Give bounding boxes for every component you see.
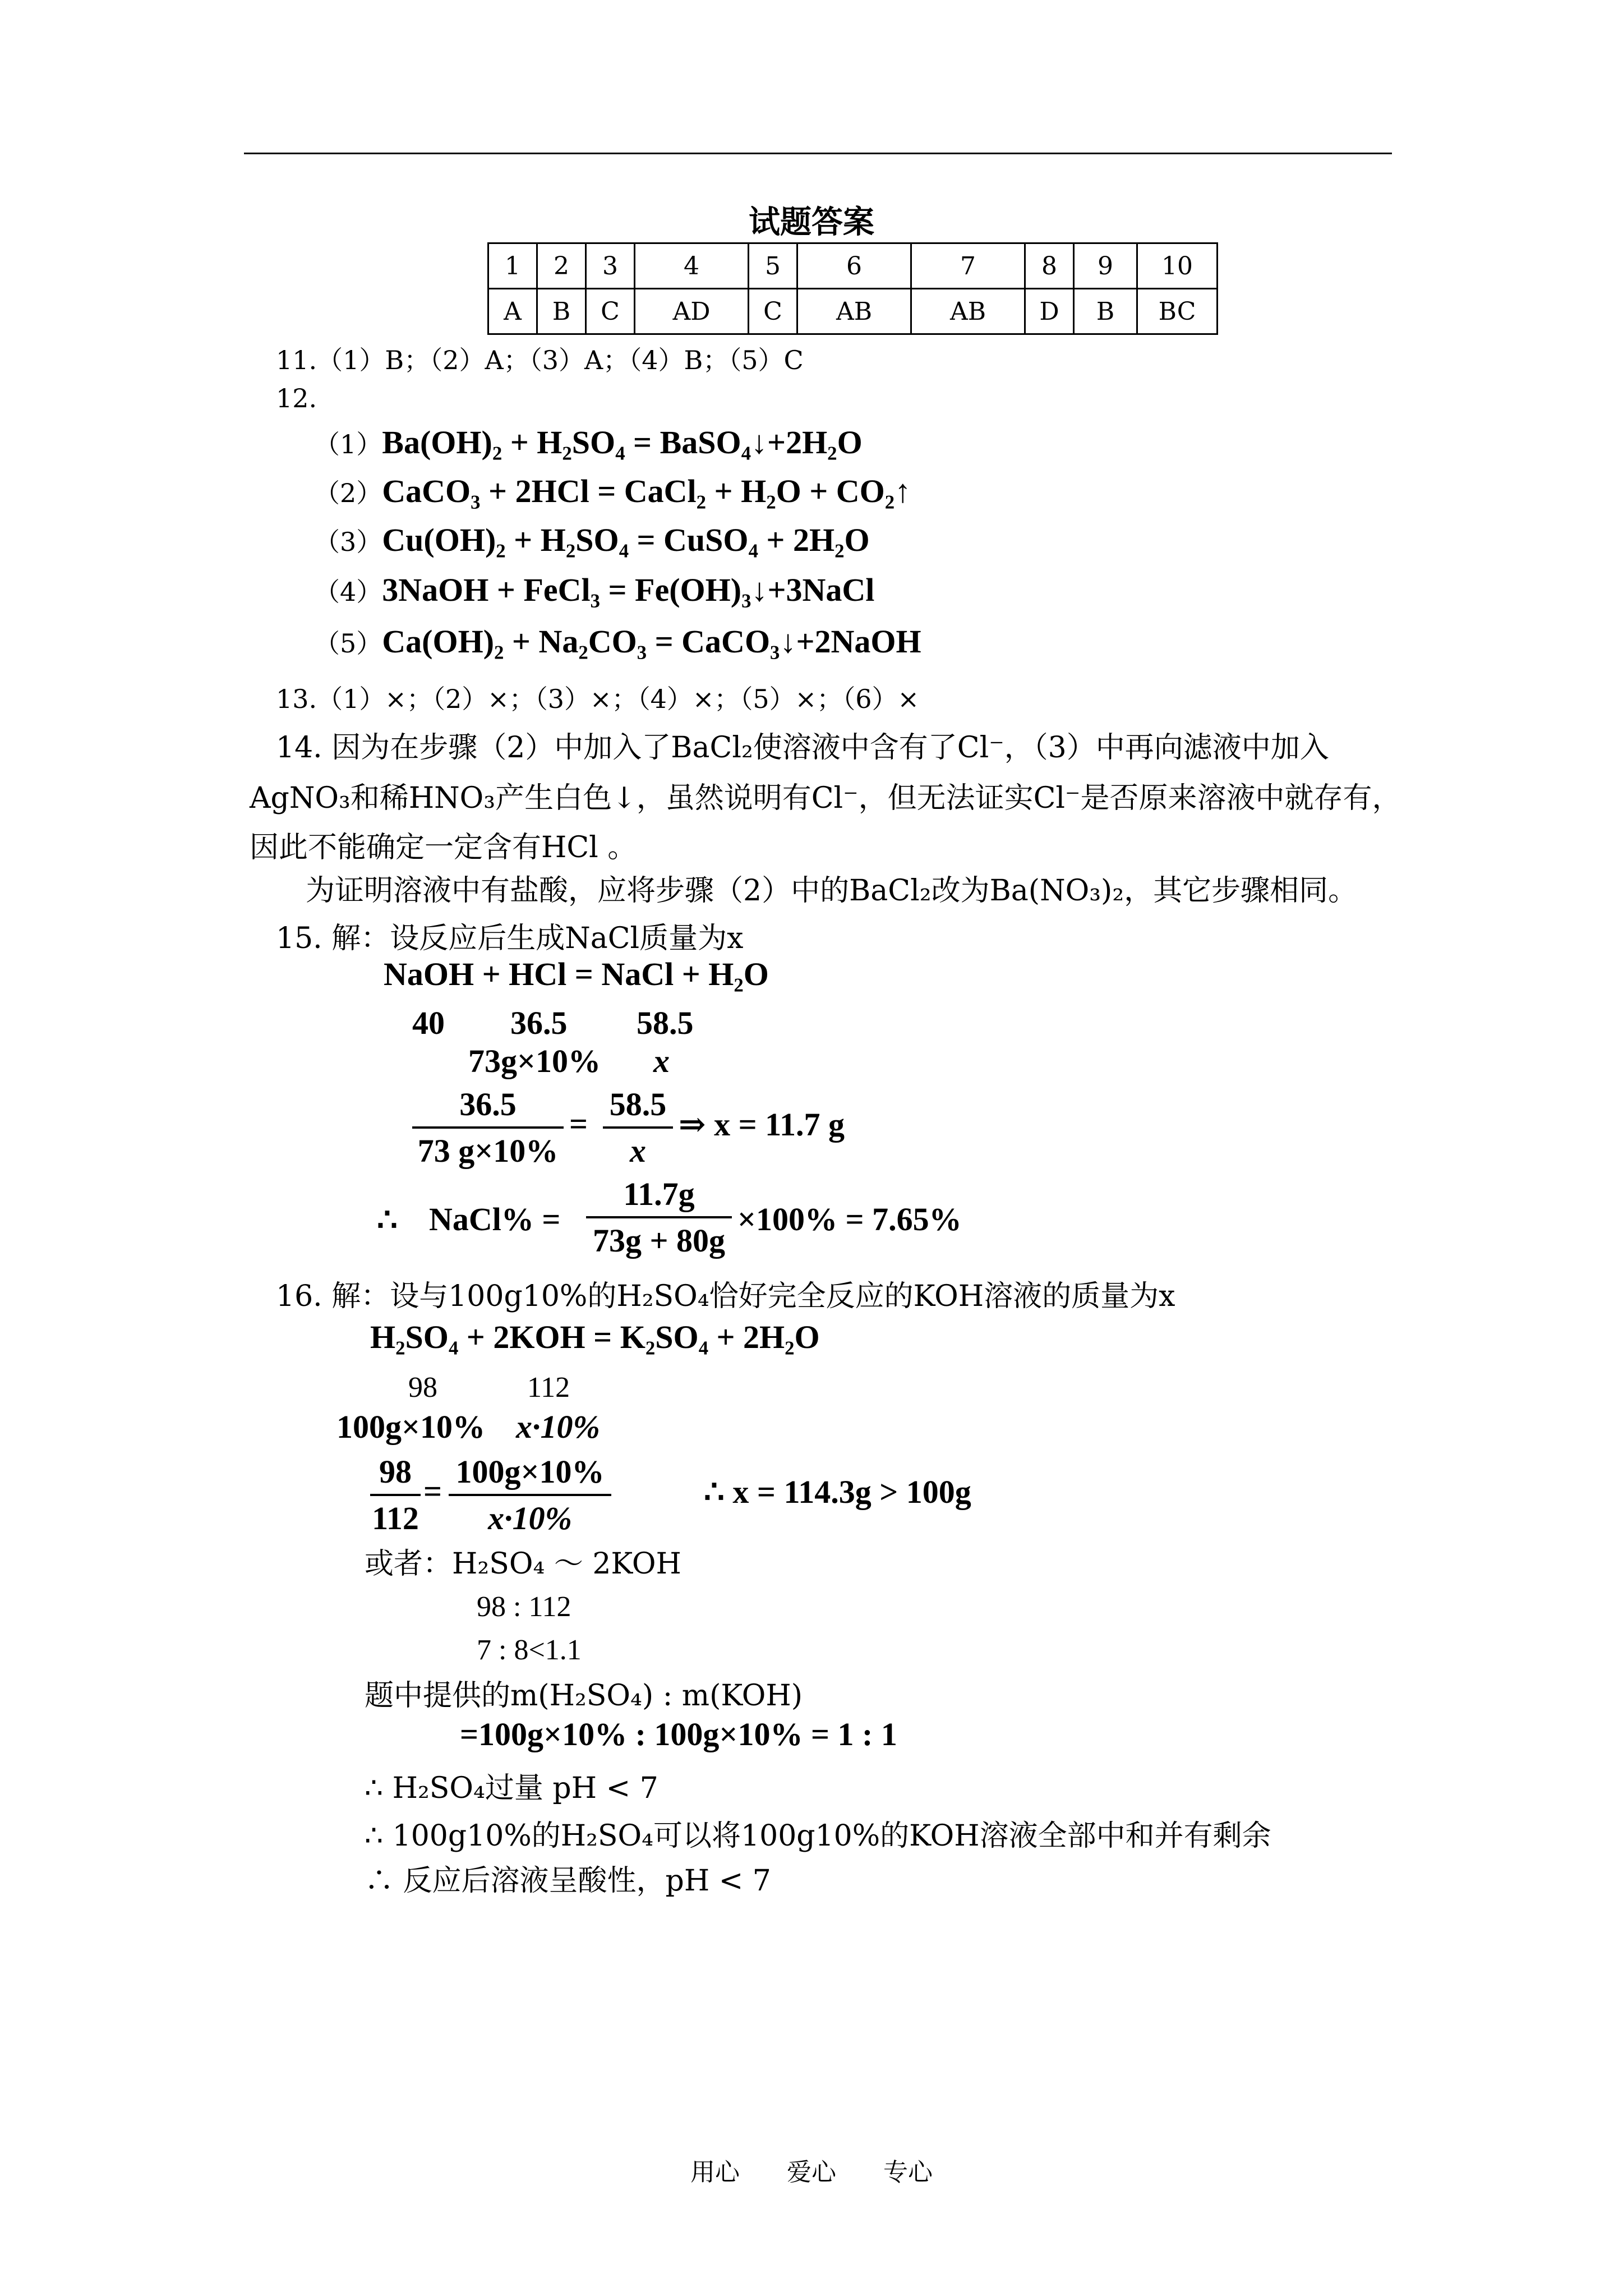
chemical-equation: 3NaOH + FeCl₃ = Fe(OH)₃↓+3NaCl xyxy=(382,572,875,608)
table-cell: 5 xyxy=(749,243,797,289)
q15-mass-naoh: 40 xyxy=(412,1005,445,1041)
q16-ratio-row-2: 7 : 8<1.1 xyxy=(477,1634,582,1666)
table-cell: 1 xyxy=(488,243,537,289)
therefore-symbol: ∴ xyxy=(377,1202,398,1238)
q16-ratio-row-1: 98 : 112 xyxy=(477,1591,571,1623)
denominator: 73g + 80g xyxy=(592,1222,726,1259)
q14-line-1: 14. 因为在步骤（2）中加入了BaCl₂使溶液中含有了Cl⁻，（3）中再向滤液中加入 xyxy=(276,731,1329,765)
table-cell: AB xyxy=(911,289,1025,334)
fraction-bar xyxy=(603,1126,673,1129)
q16-fraction-1 xyxy=(370,1453,421,1537)
chemical-equation: Ca(OH)₂ + Na₂CO₃ = CaCO₃↓+2NaOH xyxy=(382,623,921,660)
item-number: （3） xyxy=(314,527,382,557)
q12-item-4 xyxy=(314,571,874,609)
q15-percent-fraction xyxy=(586,1175,732,1259)
q16-conclusion-2: ∴ 100g10%的H₂SO₄可以将100g10%的KOH溶液全部中和并有剩余 xyxy=(365,1819,1271,1853)
q16-fraction-2 xyxy=(449,1453,611,1537)
q14-line-3: 因此不能确定一定含有HCl 。 xyxy=(250,831,637,864)
table-cell: 7 xyxy=(911,243,1025,289)
table-cell: 2 xyxy=(537,243,586,289)
q15-mass-hcl: 36.5 xyxy=(510,1005,568,1041)
q11-answer: 11.（1）B；（2）A；（3）A；（4）B；（5）C xyxy=(276,345,804,375)
item-number: （2） xyxy=(314,478,382,508)
q15-result: ⇒ x = 11.7 g xyxy=(679,1106,845,1143)
item-number: （4） xyxy=(314,577,382,607)
denominator: x xyxy=(630,1133,646,1169)
table-cell: C xyxy=(749,289,797,334)
answer-table-number-row xyxy=(488,243,1218,289)
chemical-equation: Cu(OH)₂ + H₂SO₄ = CuSO₄ + 2H₂O xyxy=(382,522,870,558)
item-number: （5） xyxy=(314,628,382,659)
q15-fraction-2 xyxy=(603,1085,673,1170)
q12-item-2 xyxy=(314,472,911,510)
q16-mass-koh: 112 xyxy=(527,1372,570,1404)
table-cell: C xyxy=(586,289,635,334)
table-cell: 8 xyxy=(1025,243,1074,289)
q15-equation: NaOH + HCl = NaCl + H₂O xyxy=(384,956,769,992)
q15-value-hcl: 73g×10% xyxy=(468,1043,601,1079)
chemical-equation: CaCO₃ + 2HCl = CaCl₂ + H₂O + CO₂↑ xyxy=(382,473,911,509)
chemical-equation: Ba(OH)₂ + H₂SO₄ = BaSO₄↓+2H₂O xyxy=(382,424,863,461)
fraction-bar xyxy=(370,1494,421,1496)
page-footer: 用心 爱心 专心 xyxy=(690,2158,933,2187)
q12-item-1 xyxy=(314,424,863,461)
equals-sign: = xyxy=(423,1473,442,1510)
q16-value-koh: x·10% xyxy=(516,1409,600,1445)
fraction-bar xyxy=(449,1494,611,1496)
q14-line-2: AgNO₃和稀HNO₃产生白色↓，虽然说明有Cl⁻，但无法证实Cl⁻是否原来溶液中就存有， xyxy=(250,781,1401,815)
q16-equation: H₂SO₄ + 2KOH = K₂SO₄ + 2H₂O xyxy=(370,1319,820,1355)
table-cell: B xyxy=(1074,289,1137,334)
table-cell: AD xyxy=(635,289,749,334)
denominator: 112 xyxy=(372,1500,419,1536)
item-number: （1） xyxy=(314,429,382,459)
denominator: x·10% xyxy=(488,1500,572,1536)
table-cell: A xyxy=(488,289,537,334)
table-cell: 10 xyxy=(1137,243,1218,289)
q16-ratio-line-1: 题中提供的m(H₂SO₄) : m(KOH) xyxy=(365,1679,803,1713)
table-cell: 6 xyxy=(797,243,911,289)
numerator: 11.7g xyxy=(623,1176,695,1212)
q15-percent-label: NaCl% = xyxy=(429,1201,561,1237)
table-cell: 4 xyxy=(635,243,749,289)
numerator: 98 xyxy=(379,1453,412,1490)
page-title: 试题答案 xyxy=(749,204,874,241)
q16-conclusion-3: ∴ 反应后溶液呈酸性，pH < 7 xyxy=(365,1864,771,1898)
q16-heading: 16. 解：设与100g10%的H₂SO₄恰好完全反应的KOH溶液的质量为x xyxy=(276,1280,1175,1313)
q15-heading: 15. 解：设反应后生成NaCl质量为x xyxy=(276,922,744,955)
q13-answer: 13.（1）×；（2）×；（3）×；（4）×；（5）×；（6）× xyxy=(276,684,920,714)
answer-table xyxy=(487,242,1218,335)
q15-mass-nacl: 58.5 xyxy=(637,1005,694,1041)
q12-label: 12. xyxy=(276,383,317,413)
table-cell: B xyxy=(537,289,586,334)
fraction-bar xyxy=(412,1126,564,1129)
q16-ratio-line-2: =100g×10% : 100g×10% = 1 : 1 xyxy=(460,1716,897,1752)
q16-mass-h2so4: 98 xyxy=(408,1372,437,1404)
answer-table-answer-row xyxy=(488,289,1218,334)
q16-result: ∴ x = 114.3g > 100g xyxy=(704,1474,971,1510)
q16-alternative: 或者：H₂SO₄ ～ 2KOH xyxy=(365,1547,681,1581)
table-cell: AB xyxy=(797,289,911,334)
q15-fraction-1 xyxy=(412,1085,564,1170)
table-cell: BC xyxy=(1137,289,1218,334)
table-cell: 9 xyxy=(1074,243,1137,289)
table-cell: D xyxy=(1025,289,1074,334)
numerator: 58.5 xyxy=(609,1086,667,1122)
q16-value-h2so4: 100g×10% xyxy=(336,1409,486,1445)
numerator: 36.5 xyxy=(459,1086,517,1122)
denominator: 73 g×10% xyxy=(417,1133,559,1169)
header-rule xyxy=(244,153,1392,154)
q15-value-x: x xyxy=(653,1043,670,1079)
q12-item-3 xyxy=(314,521,870,559)
q16-conclusion-1: ∴ H₂SO₄过量 pH < 7 xyxy=(365,1772,658,1805)
q12-item-5 xyxy=(314,623,921,660)
numerator: 100g×10% xyxy=(455,1453,605,1490)
q15-percent-result: ×100% = 7.65% xyxy=(737,1201,962,1237)
table-cell: 3 xyxy=(586,243,635,289)
fraction-bar xyxy=(586,1216,732,1218)
equals-sign: = xyxy=(569,1106,588,1142)
q14-line-4: 为证明溶液中有盐酸，应将步骤（2）中的BaCl₂改为Ba(NO₃)₂，其它步骤相同。 xyxy=(306,874,1358,908)
